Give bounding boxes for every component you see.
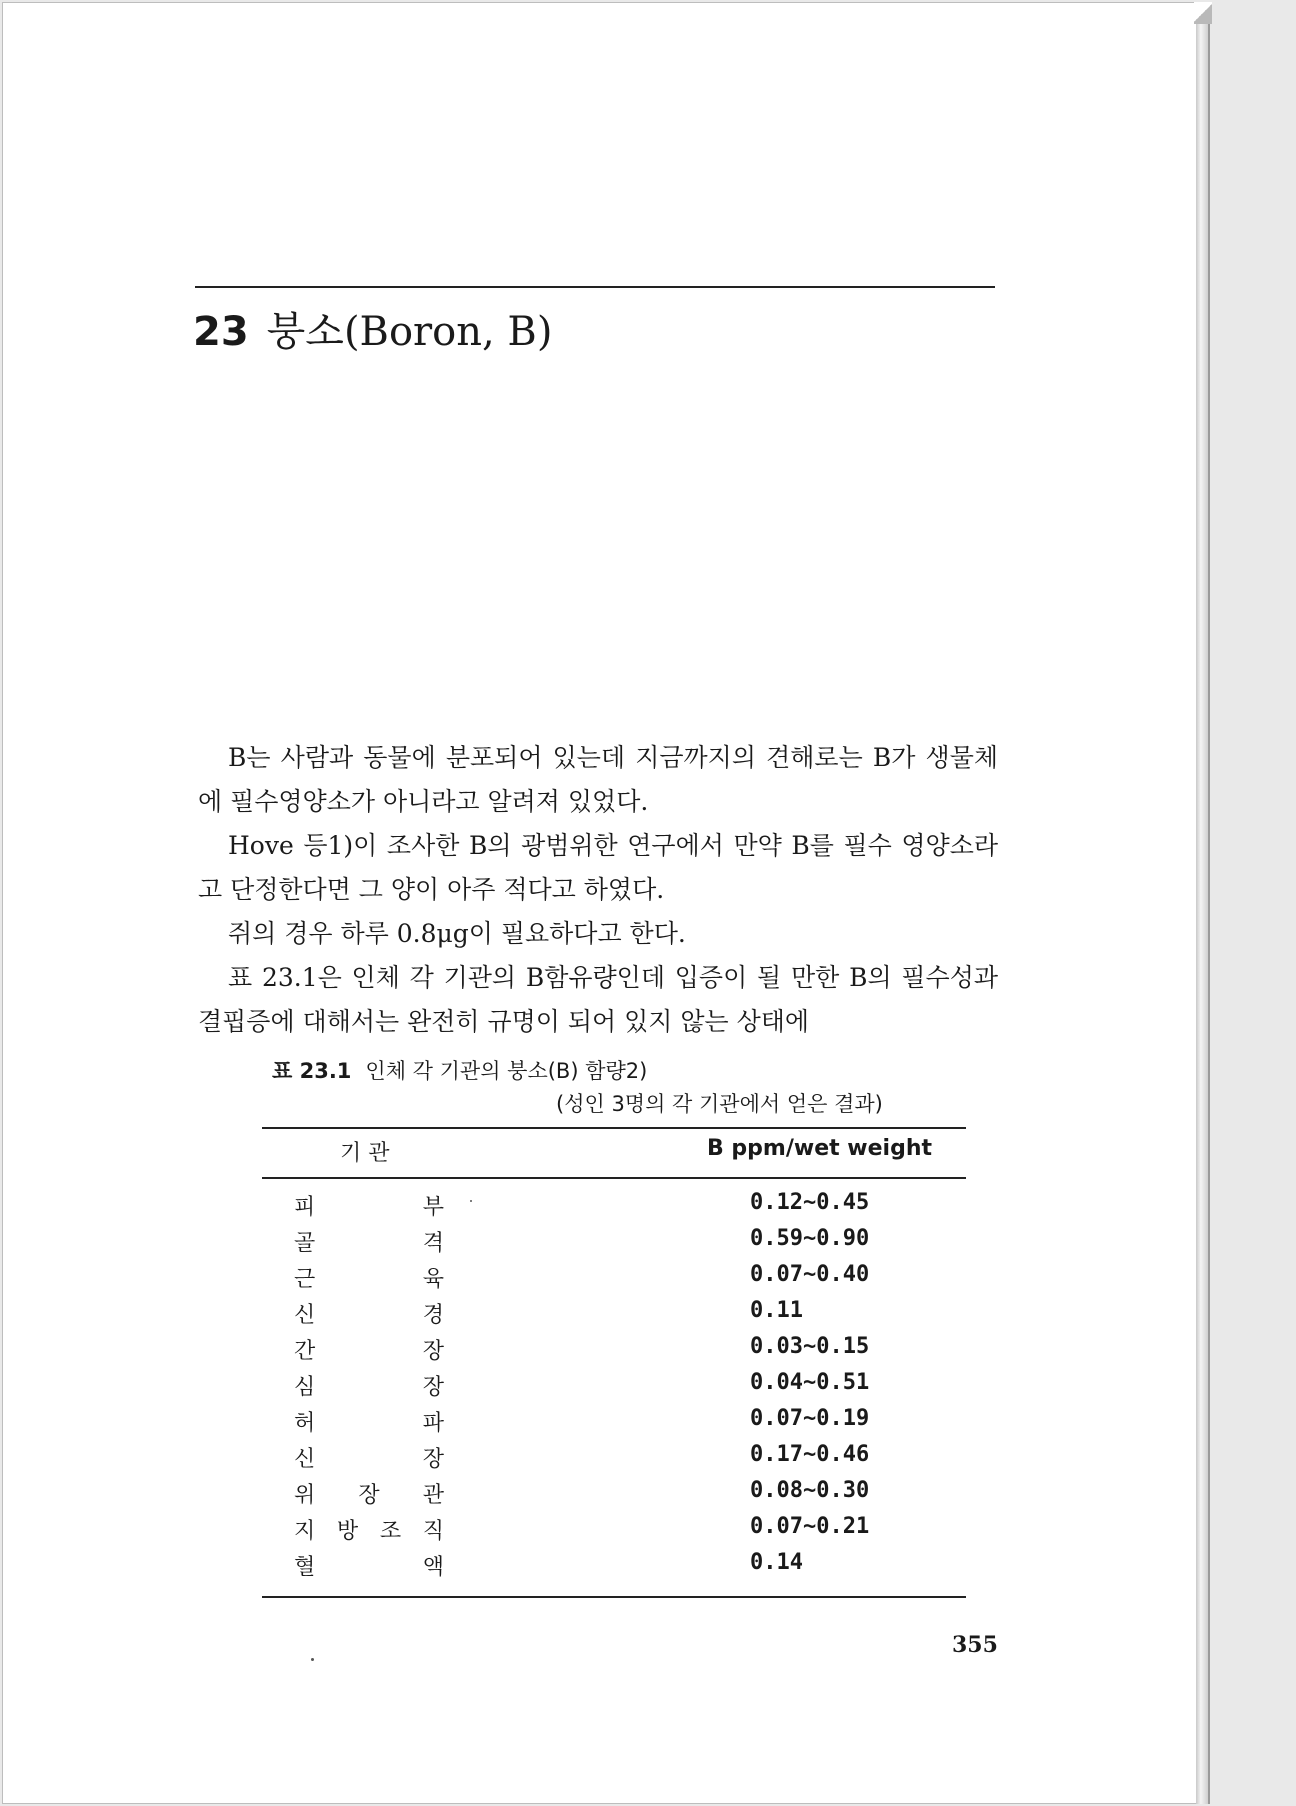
value-cell: 0.03~0.15 <box>750 1334 870 1359</box>
organ-cell: 심 장 <box>294 1375 444 1400</box>
paragraph: Hove 등1)이 조사한 B의 광범위한 연구에서 만약 B를 필수 영양소라고 단정한다면 그 양이 아주 적다고 하였다. <box>198 831 998 904</box>
value-cell: 0.07~0.40 <box>750 1262 870 1287</box>
organ-cell: 피 부 <box>294 1195 444 1220</box>
value-cell: 0.08~0.30 <box>750 1478 870 1503</box>
table-row <box>262 1406 966 1442</box>
table-caption <box>272 1055 647 1085</box>
table-body <box>262 1190 966 1586</box>
scan-speck <box>311 1658 314 1661</box>
body-text <box>198 736 998 1044</box>
table-row <box>262 1226 966 1262</box>
chapter-heading <box>193 300 552 357</box>
value-cell: 0.07~0.19 <box>750 1406 870 1431</box>
table-row <box>262 1370 966 1406</box>
paragraph: B는 사람과 동물에 분포되어 있는데 지금까지의 견해로는 B가 생물체에 필수영양소가 아니라고 알려져 있었다. <box>198 743 998 816</box>
value-cell: 0.04~0.51 <box>750 1370 870 1395</box>
value-cell: 0.07~0.21 <box>750 1514 870 1539</box>
chapter-rule <box>195 286 995 288</box>
table-subcaption: (성인 3명의 각 기관에서 얻은 결과) <box>556 1092 883 1116</box>
page-corner-curl <box>1194 2 1212 24</box>
value-cell: 0.12~0.45 <box>750 1190 870 1215</box>
header-value: B ppm/wet weight <box>707 1136 933 1161</box>
table-row <box>262 1442 966 1478</box>
table-top-rule <box>262 1127 966 1129</box>
table-row <box>262 1262 966 1298</box>
table-row <box>262 1514 966 1550</box>
organ-cell: 신 장 <box>294 1447 444 1472</box>
page-edge-shadow <box>1196 2 1210 1804</box>
value-cell: 0.11 <box>750 1298 803 1323</box>
table-row <box>262 1334 966 1370</box>
value-cell: 0.17~0.46 <box>750 1442 870 1467</box>
organ-cell: 근 육 <box>294 1267 444 1292</box>
organ-cell: 신 경 <box>294 1303 444 1328</box>
organ-cell: 허 파 <box>294 1411 444 1436</box>
table-caption-text: 인체 각 기관의 붕소(B) 함량2) <box>365 1059 648 1083</box>
organ-cell: 간 장 <box>294 1339 444 1364</box>
organ-cell: 지 방 조 직 <box>294 1519 444 1544</box>
scan-speck <box>470 1200 472 1202</box>
page-number: 355 <box>952 1632 998 1658</box>
table-row <box>262 1550 966 1586</box>
paragraph: 표 23.1은 인체 각 기관의 B함유량인데 입증이 될 만한 B의 필수성과 결핍증에 대해서는 완전히 규명이 되어 있지 않는 상태에 <box>198 963 998 1036</box>
header-organ: 기 관 <box>340 1141 390 1166</box>
table-row <box>262 1478 966 1514</box>
table-caption-label: 표 23.1 <box>272 1059 352 1083</box>
table-row <box>262 1298 966 1334</box>
table-bottom-rule <box>262 1596 966 1598</box>
chapter-number: 23 <box>193 309 249 355</box>
value-cell: 0.59~0.90 <box>750 1226 870 1251</box>
organ-cell: 혈 액 <box>294 1555 444 1580</box>
chapter-title: 붕소(Boron, B) <box>266 309 553 355</box>
organ-cell: 위 장 관 <box>294 1483 444 1508</box>
paragraph: 쥐의 경우 하루 0.8μg이 필요하다고 한다. <box>228 919 686 948</box>
table-header-rule <box>262 1177 966 1179</box>
organ-cell: 골 격 <box>294 1231 444 1256</box>
value-cell: 0.14 <box>750 1550 803 1575</box>
table-row <box>262 1190 966 1226</box>
table-header-row <box>262 1134 966 1174</box>
